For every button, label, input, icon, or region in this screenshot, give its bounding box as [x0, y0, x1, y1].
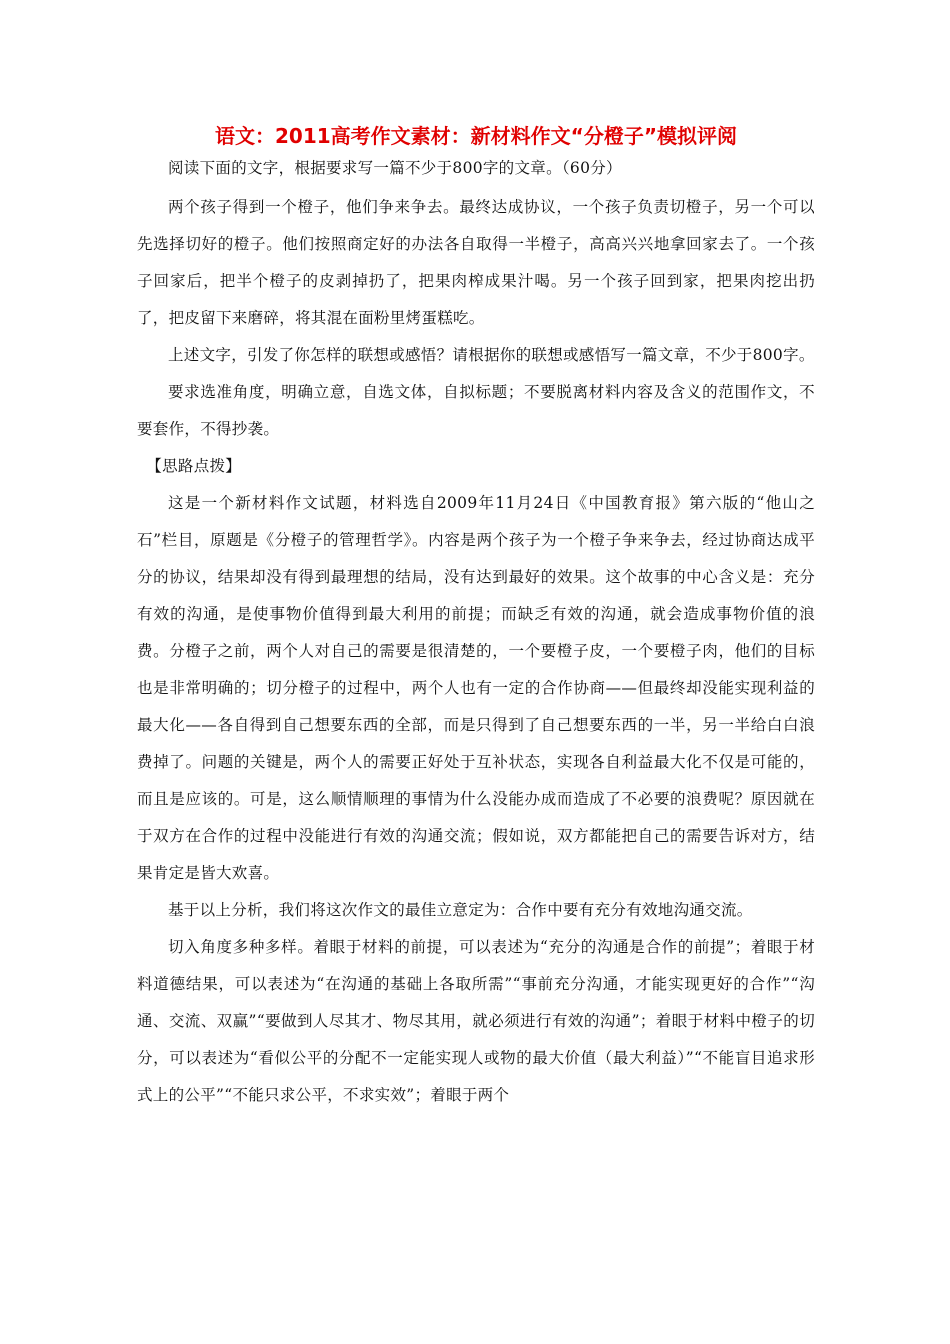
instruction-paragraph: 阅读下面的文字，根据要求写一篇不少于800字的文章。（60分）: [168, 159, 622, 177]
analysis-paragraph: 这是一个新材料作文试题，材料选自2009年11月24日《中国教育报》第六版的“他山之石”栏目，原题是《分橙子的管理哲学》。内容是两个孩子为一个橙子争来争去，经过协商达成平分的协议，结果却没有得到最理想的结局，没有达到最好的效果。这个故事的中心含义是：充分有效的沟通，是使事物价值得到最大利用的前提；而缺乏有效的沟通，就会造成事物价值的浪费。分橙子之前，两个人对自己的需要是很清楚的，一个要橙子皮，一个要橙子肉，他们的目标也是非常明确的；切分橙子的过程中，两个人也有一定的合作协商——但最终却没能实现利益的最大化——各自得到自己想要东西的全部，而是只得到了自己想要东西的一半，另一半给白白浪费掉了。问题的关键是，两个人的需要正好处于互补状态，实现各自利益最大化不仅是可能的，而且是应该的。可是，这么顺情顺理的事情为什么没能办成而造成了不必要的浪费呢？原因就在于双方在合作的过程中没能进行有效的沟通交流；假如说，双方都能把自己的需要告诉对方，结果肯定是皆大欢喜。: [137, 494, 815, 882]
prompt-paragraph: 上述文字，引发了你怎样的联想或感悟？请根据你的联想或感悟写一篇文章，不少于800字。: [168, 346, 815, 364]
section-heading: 【思路点拨】: [146, 457, 242, 475]
requirements-paragraph: 要求选准角度，明确立意，自选文体，自拟标题；不要脱离材料内容及含义的范围作文，不要套作，不得抄袭。: [137, 383, 815, 438]
document-title: 语文：2011高考作文素材：新材料作文“分橙子”模拟评阅: [215, 124, 737, 148]
material-paragraph: 两个孩子得到一个橙子，他们争来争去。最终达成协议，一个孩子负责切橙子，另一个可以先选择切好的橙子。他们按照商定好的办法各自取得一半橙子，高高兴兴地拿回家去了。一个孩子回家后，把半个橙子的皮剥掉扔了，把果肉榨成果汁喝。另一个孩子回到家，把果肉挖出扔了，把皮留下来磨碎，将其混在面粉里烤蛋糕吃。: [137, 198, 815, 327]
document-page: [137, 118, 815, 1114]
thesis-paragraph: 基于以上分析，我们将这次作文的最佳立意定为：合作中要有充分有效地沟通交流。: [168, 901, 753, 919]
angles-paragraph: 切入角度多种多样。着眼于材料的前提，可以表述为“充分的沟通是合作的前提”；着眼于材料道德结果，可以表述为“在沟通的基础上各取所需”“事前充分沟通，才能实现更好的合作”“沟通、交流、双赢”“要做到人尽其才、物尽其用，就必须进行有效的沟通”；着眼于材料中橙子的切分，可以表述为“看似公平的分配不一定能实现人或物的最大价值（最大利益）”“不能盲目追求形式上的公平”“不能只求公平，不求实效”；着眼于两个: [137, 938, 815, 1104]
